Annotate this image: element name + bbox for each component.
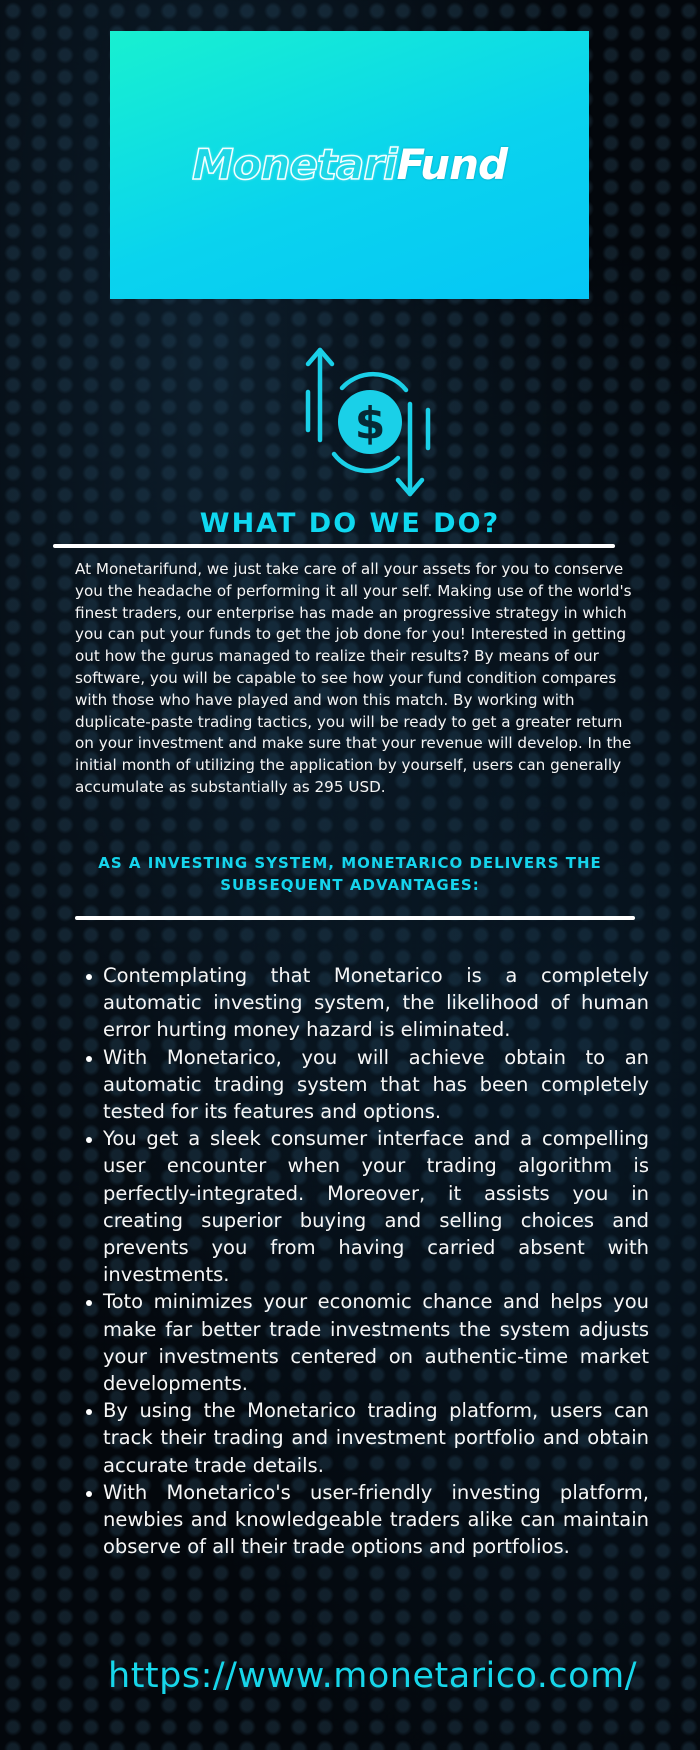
list-item: With Monetarico's user-friendly investing platform, newbies and knowledgeable traders alike can maintain observe of all their trade options and portfolios. bbox=[103, 1479, 649, 1561]
brand-banner bbox=[110, 31, 589, 299]
logo-part-fund: Fund bbox=[396, 140, 508, 189]
section-title: WHAT DO WE DO? bbox=[199, 508, 501, 539]
logo-part-monetari: Monetari bbox=[191, 140, 397, 189]
list-item: You get a sleek consumer interface and a compelling user encounter when your trading algorithm is perfectly-integrated. Moreover, it assists you in creating superior buying and selling choices and prevents you from having carried absent with investments. bbox=[103, 1125, 649, 1288]
svg-text:$: $ bbox=[354, 398, 386, 449]
advantages-heading: AS A INVESTING SYSTEM, MONETARICO DELIVERS THE SUBSEQUENT ADVANTAGES: bbox=[98, 854, 602, 894]
title-divider bbox=[53, 544, 615, 548]
list-item: By using the Monetarico trading platform, users can track their trading and investment portfolio and obtain accurate trade details. bbox=[103, 1397, 649, 1479]
list-item: Contemplating that Monetarico is a completely automatic investing system, the likelihood of human error hurting money hazard is eliminated. bbox=[103, 962, 649, 1044]
list-item: With Monetarico, you will achieve obtain to an automatic trading system that has been completely tested for its features and options. bbox=[103, 1044, 649, 1126]
intro-paragraph: At Monetarifund, we just take care of all your assets for you to conserve you the headache of performing it all your self. Making use of the world's finest traders, our enterprise has made an progressive strategy in which you can put your funds to get the job done for you! Interested in getting out how the gurus managed to realize their results? By means of our software, you will be capable to see how your fund condition compares with those who have played and won this match. By working with duplicate-paste trading tactics, you will be ready to get a greater return on your investment and make sure that your revenue will develop. In the initial month of utilizing the application by yourself, users can generally accumulate as substantially as 295 USD. bbox=[75, 560, 632, 796]
advantages-divider bbox=[75, 916, 635, 920]
brand-logo bbox=[191, 140, 508, 189]
dollar-exchange-icon bbox=[302, 342, 438, 502]
list-item: Toto minimizes your economic chance and helps you make far better trade investments the system adjusts your investments centered on authentic-time market developments. bbox=[103, 1288, 649, 1397]
website-link[interactable]: https://www.monetarico.com/ bbox=[108, 1656, 637, 1696]
advantages-list bbox=[103, 962, 649, 1560]
